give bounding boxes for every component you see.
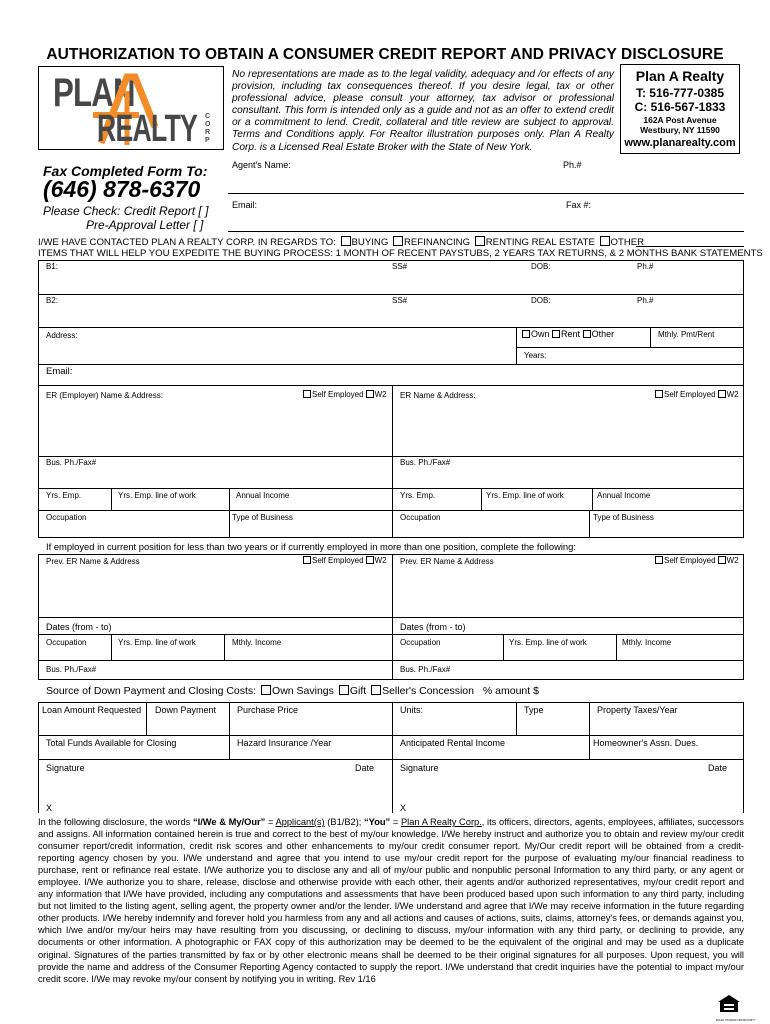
type-business-label-2: Type of Business (593, 513, 654, 522)
renting-label: RENTING REAL ESTATE (485, 237, 595, 248)
own-savings-checkbox[interactable] (261, 685, 271, 695)
prev-yrs-line-label-1: Yrs. Emp. line of work (118, 638, 196, 647)
b2-ss-label: SS# (392, 296, 408, 305)
prev-occupation-label-2: Occupation (400, 638, 441, 647)
residence-type (522, 329, 614, 339)
other-residence-label: Other (591, 329, 615, 339)
dates-label-2: Dates (from - to) (400, 622, 466, 632)
address-label: Address: (46, 331, 78, 340)
down-payment-amount-label: Down Payment (155, 705, 217, 715)
b1-ss-label: SS# (392, 262, 408, 271)
er-name-label: ER (Employer) Name & Address: (46, 391, 163, 400)
signature-label-2: Signature (400, 763, 439, 773)
bus-ph-label-1: Bus. Ph./Fax# (46, 458, 97, 467)
company-address1: 162A Post Avenue (643, 115, 717, 125)
gift-checkbox[interactable] (339, 685, 349, 695)
agent-name-line[interactable] (228, 193, 744, 194)
occupation-label-1: Occupation (46, 513, 87, 522)
prev-occupation-label-1: Occupation (46, 638, 87, 647)
contact-line (38, 236, 644, 248)
date-label-1: Date (355, 763, 375, 773)
form-title: AUTHORIZATION TO OBTAIN A CONSUMER CREDIT REPORT AND PRIVACY DISCLOSURE (46, 46, 724, 63)
pct-amount-label: % amount $ (482, 685, 539, 697)
b1-dob-label: DOB: (531, 262, 551, 271)
other-label: OTHER (610, 237, 645, 248)
applicant-email-label: Email: (46, 366, 73, 377)
own-label: Own (531, 329, 550, 339)
down-payment-label: Source of Down Payment and Closing Costs: (46, 685, 257, 697)
total-funds-label: Total Funds Available for Closing (46, 738, 177, 748)
prev-mthly-income-label-2: Mthly. Income (622, 638, 672, 647)
prev-mthly-income-label-1: Mthly. Income (232, 638, 282, 647)
prev-bus-ph-label-1: Bus. Ph./Fax# (46, 665, 97, 674)
sellers-concession-checkbox[interactable] (371, 685, 381, 695)
prev-yrs-line-label-2: Yrs. Emp. line of work (509, 638, 587, 647)
prev-w2-checkbox-2[interactable] (718, 556, 726, 564)
contact-prefix: I/WE HAVE CONTACTED PLAN A REALTY CORP. IN REGARDS TO: (38, 237, 336, 248)
eho-caption: EQUAL HOUSING OPPORTUNITY (716, 1019, 756, 1022)
company-phone-t: T: 516-777-0385 (635, 86, 725, 100)
company-address2: Westbury, NY 11590 (640, 125, 720, 135)
hoa-dues-label: Homeowner's Assn. Dues. (593, 738, 699, 748)
credit-report-check[interactable]: Please Check: Credit Report [ ] (43, 204, 209, 218)
property-taxes-label: Property Taxes/Year (597, 705, 678, 715)
fax-number: (646) 878-6370 (43, 176, 201, 202)
own-checkbox[interactable] (522, 330, 530, 338)
preapproval-check[interactable]: Pre-Approval Letter [ ] (86, 218, 204, 232)
type-label: Type (524, 705, 544, 715)
company-name: Plan A Realty (635, 68, 725, 84)
w2-checkbox-2[interactable] (718, 390, 726, 398)
down-payment-line: Source of Down Payment and Closing Costs: Own Savings Gift Seller's Concession % amount $ (46, 685, 539, 697)
b2-label: B2: (46, 296, 59, 305)
self-employed-checkbox-1[interactable] (303, 390, 311, 398)
agent-name-label: Agent's Name: (232, 160, 291, 170)
yrs-line-label-1: Yrs. Emp. line of work (118, 491, 196, 500)
date-label-2: Date (708, 763, 728, 773)
prev-w2-checkbox-1[interactable] (366, 556, 374, 564)
plan-a-realty-logo (38, 66, 224, 150)
previous-employment-note: If employed in current position for less than two years or if currently employed in more than one position, complete the following: (46, 541, 576, 552)
other-line[interactable] (636, 246, 744, 247)
logo-realty-text: REALTY (97, 108, 198, 150)
b1-ph-label: Ph.# (637, 262, 654, 271)
prev-self-employed-1: Self Employed W2 (303, 556, 387, 565)
company-info-box (620, 64, 740, 154)
buying-label: BUYING (351, 237, 389, 248)
type-business-label-1: Type of Business (232, 513, 293, 522)
er2-name-label: ER Name & Address: (400, 391, 476, 400)
b2-ph-label: Ph.# (637, 296, 654, 305)
signature-label-1: Signature (46, 763, 85, 773)
w2-checkbox-1[interactable] (366, 390, 374, 398)
agent-phone-label: Ph.# (563, 160, 582, 170)
mthly-pmt-label: Mthly. Pmt/Rent (658, 330, 715, 339)
dates-label-1: Dates (from - to) (46, 622, 112, 632)
rent-label: Rent (561, 329, 581, 339)
agent-email-line[interactable] (228, 231, 744, 232)
loan-amount-label: Loan Amount Requested (42, 705, 142, 715)
prev-self-employed-checkbox-2[interactable] (655, 556, 663, 564)
yrs-line-label-2: Yrs. Emp. line of work (486, 491, 564, 500)
self-employed-checkbox-2[interactable] (655, 390, 663, 398)
prev-bus-ph-label-2: Bus. Ph./Fax# (400, 665, 451, 674)
annual-income-label-2: Annual Income (597, 491, 651, 500)
other-residence-checkbox[interactable] (583, 330, 591, 338)
company-phone-c: C: 516-567-1833 (634, 100, 726, 114)
equal-housing-opportunity-icon (716, 994, 756, 1022)
annual-income-label-1: Annual Income (236, 491, 290, 500)
fax-label: Fax Completed Form To: (43, 163, 208, 179)
other-checkbox[interactable] (600, 236, 610, 246)
er2-self-employed: Self Employed W2 (655, 390, 739, 399)
prev-self-employed-2: Self Employed W2 (655, 556, 739, 565)
signature-x-1[interactable]: X (46, 803, 53, 813)
items-line: ITEMS THAT WILL HELP YOU EXPEDITE THE BUYING PROCESS: 1 MONTH OF RECENT PAYSTUBS, 2 YEARS TAX RETURNS, & 2 MONTHS BANK STATEMENTS (38, 248, 763, 259)
logo-corp-text: CORP (205, 113, 211, 144)
yrs-emp-label-2: Yrs. Emp. (400, 491, 436, 500)
renting-checkbox[interactable] (475, 236, 485, 246)
buying-checkbox[interactable] (341, 236, 351, 246)
logo-plan-text: PLAN (53, 71, 135, 115)
company-website: www.planarealty.com (624, 137, 736, 149)
refinancing-label: REFINANCING (403, 237, 471, 248)
rental-income-label: Anticipated Rental Income (400, 738, 506, 748)
rent-checkbox[interactable] (552, 330, 560, 338)
agent-email-label: Email: (232, 200, 258, 210)
prev-self-employed-checkbox-1[interactable] (303, 556, 311, 564)
purchase-price-label: Purchase Price (237, 705, 299, 715)
agent-fax-label: Fax #: (566, 200, 592, 210)
years-label: Years: (524, 351, 547, 360)
yrs-emp-label-1: Yrs. Emp. (46, 491, 82, 500)
bus-ph-label-2: Bus. Ph./Fax# (400, 458, 451, 467)
hazard-insurance-label: Hazard Insurance /Year (237, 738, 332, 748)
b1-label: B1: (46, 262, 59, 271)
legal-disclaimer: No representations are made as to the legal validity, adequacy and /or effects of any provision, including tax consequences thereof. If you desire legal, tax or other professional advice, please consult your attorney, tax advisor or professional consultant. This form is intended only as a guide and not as an offer to extend credit or a commitment to lend. Credit, collateral and title review are subject to approval. Terms and Conditions apply. For Realtor illustration purposes only. Plan A Realty Corp. is a Licensed Real Estate Broker with the State of New York. (232, 69, 614, 153)
refinancing-checkbox[interactable] (393, 236, 403, 246)
b2-dob-label: DOB: (531, 296, 551, 305)
privacy-disclosure: In the following disclosure, the words “I/We & My/Our” = Applicant(s) (B1/B2); “You” = Plan A Realty Corp., its officers, directors, agents, employees, affiliates, successors and assigns. All information contained herein is true and correct to the best of my/our knowledge. I/We hereby instruct and authorize you to obtain and review my/our credit consumer report/credit information, credit risk scores and other enhancements to my/our credit consumer report. My/Our credit report will be obtained from a credit-reporting agency chosen by you. I/We understand and agree that you intend to use my/our credit report for the purpose of evaluating my/our financial readiness to purchase, rent or refinance real estate. I/We authorize you to disclose any and all of my/our public and nonpublic personal Information to any third party, or any agent or employee. I/We authorize you to share, release, disclose and otherwise provide with each other, their agents and/or authorized representatives, my/our credit report and any information that I/We have provided, including any computations and assessments that have been produced based upon such information to any third party, including but not limited to the listing agent, selling agent, the property owner and/or the lender. I/We understand and agree that I/We may receive information in the future regarding other products. I/We hereby indemnify and forever hold you harmless from any and all actions and causes of actions, suits, claims, attorney's fees, or demands against you, which I/we and/or my/our heirs may have resulting from you discussing, or declining to discuss, my/our information with any third party, or declining to provide, any documents or other information. A photographic or FAX copy of this authorization may be deemed to be the equivalent of the original and may be used as a duplicate original. Signatures of the parties transmitted by fax or by other electronic means shall be deemed to be their original signatures for all purposes. Upon request, you will provide the name and address of the Consumer Reporting Agency contacted to supply the report. I/We understand that credit inquiries have the potential to impact my/our credit score. I/We may revoke my/our consent by notifying you in writing. Rev 1/16 (38, 817, 744, 984)
er-self-employed: Self Employed W2 (303, 390, 387, 399)
occupation-label-2: Occupation (400, 513, 441, 522)
prev-er-label-2: Prev. ER Name & Address (400, 557, 494, 566)
signature-x-2[interactable]: X (400, 803, 407, 813)
prev-er-label-1: Prev. ER Name & Address (46, 557, 140, 566)
units-label: Units: (400, 705, 424, 715)
